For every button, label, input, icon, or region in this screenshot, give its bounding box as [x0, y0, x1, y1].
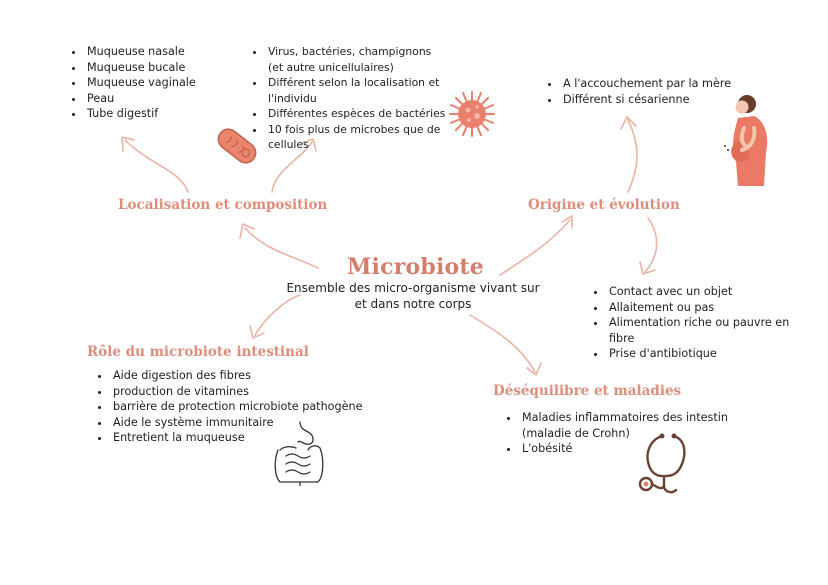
list-item: • A l'accouchement par la mère [561, 76, 761, 92]
central-title: Microbiote [347, 254, 484, 280]
list-item: • barrière de protection microbiote pathogène [111, 399, 401, 415]
list-item: • Maladies inflammatoires des intestin (maladie de Crohn) [520, 410, 760, 441]
list-item: • Tube digestif [85, 106, 235, 122]
central-subtitle: Ensemble des micro-organisme vivant sur et dans notre corps [286, 281, 540, 311]
evolution-list [589, 284, 797, 362]
list-item: • 10 fois plus de microbes que de cellules [266, 122, 466, 153]
bacteria-icon [212, 124, 262, 168]
list-item: • Aide le système immunitaire [111, 415, 401, 431]
list-item: • Différent si césarienne [561, 92, 761, 108]
list-item: • Contact avec un objet [607, 284, 797, 300]
list-item: • Virus, bactéries, champignons (et autre unicellulaires) [266, 44, 466, 75]
composition-list [248, 44, 466, 153]
list-item: • L'obésité [520, 441, 760, 457]
list-item: • Aide digestion des fibres [111, 368, 401, 384]
role-heading: Rôle du microbiote intestinal [87, 344, 309, 360]
arrow-to-places [125, 140, 188, 192]
stethoscope-icon [632, 432, 690, 496]
desequilibre-heading: Déséquilibre et maladies [493, 383, 682, 399]
arrow-to-desequilibre [470, 315, 535, 372]
list-item: • Alimentation riche ou pauvre en fibre [607, 315, 797, 346]
places-list [67, 44, 235, 122]
virus-icon [448, 90, 496, 138]
origine-heading: Origine et évolution [528, 197, 680, 213]
pregnant-woman-icon [720, 92, 776, 188]
list-item: • production de vitamines [111, 384, 401, 400]
arrow-to-evolution [645, 218, 657, 272]
arrow-to-origine [500, 220, 570, 275]
intestine-icon [270, 420, 330, 486]
list-item: • Différentes espèces de bactéries [266, 106, 466, 122]
list-item: • Muqueuse bucale [85, 60, 235, 76]
localisation-heading: Localisation et composition [118, 197, 328, 213]
list-item: • Allaitement ou pas [607, 300, 797, 316]
list-item: • Différent selon la localisation et l'individu [266, 75, 466, 106]
list-item: • Muqueuse vaginale [85, 75, 235, 91]
arrow-to-birth [628, 120, 637, 192]
list-item: • Entretient la muqueuse [111, 430, 401, 446]
list-item: • Prise d'antibiotique [607, 346, 797, 362]
list-item: • Peau [85, 91, 235, 107]
list-item: • Muqueuse nasale [85, 44, 235, 60]
desequilibre-list [502, 410, 760, 457]
arrow-to-localisation [245, 228, 318, 268]
role-list [93, 368, 401, 446]
